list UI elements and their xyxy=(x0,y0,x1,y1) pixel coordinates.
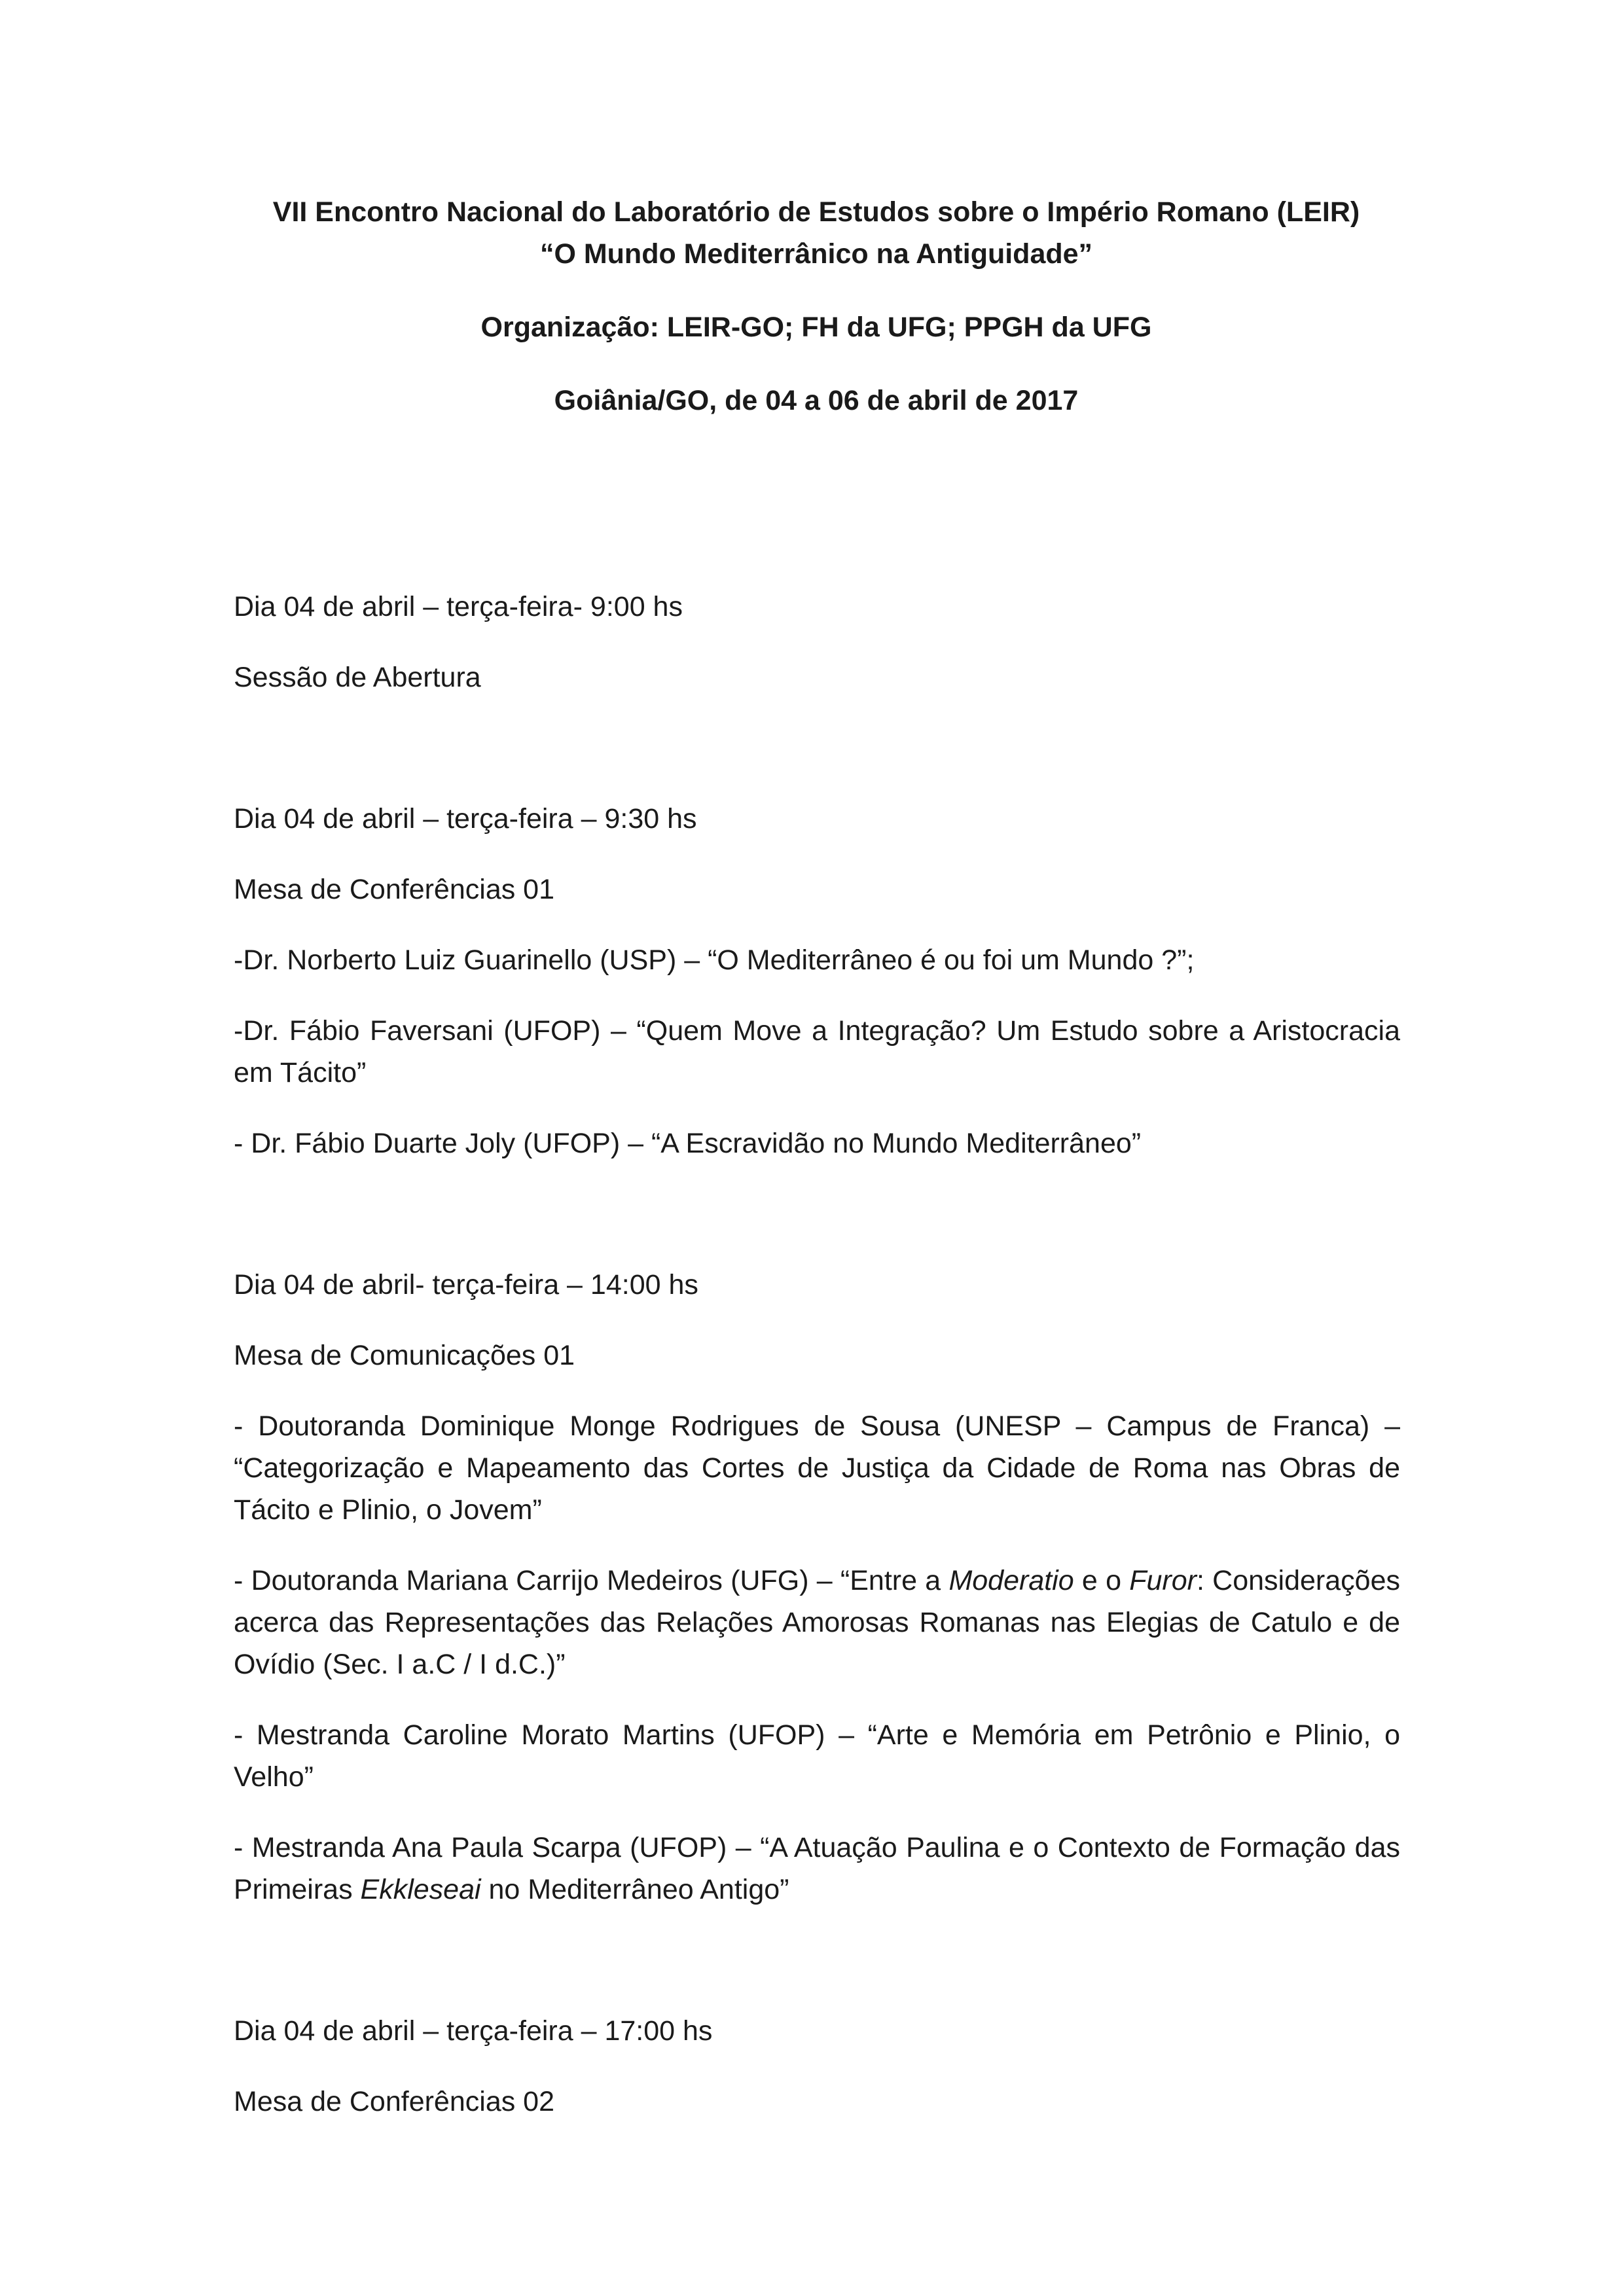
session-title: Mesa de Conferências 02 xyxy=(234,2086,555,2117)
document-header xyxy=(234,191,1399,422)
session-title: Mesa de Comunicações 01 xyxy=(234,1340,575,1371)
program-item: - Mestranda Caroline Morato Martins (UFOP) – “Arte e Memória em Petrônio e Plinio, o Velho” xyxy=(234,1719,1400,1793)
italic-term: Moderatio xyxy=(948,1565,1074,1596)
italic-term: Furor xyxy=(1129,1565,1197,1596)
program-item xyxy=(234,1560,1400,1685)
item-text: e o xyxy=(1074,1565,1130,1596)
session-time: Dia 04 de abril – terça-feira – 17:00 hs xyxy=(234,2015,713,2047)
item-text: no Mediterrâneo Antigo” xyxy=(480,1874,789,1905)
program-body xyxy=(234,586,1400,2151)
item-text: - Doutoranda Mariana Carrijo Medeiros (UFG) – “Entre a xyxy=(234,1565,949,1596)
session-title: Sessão de Abertura xyxy=(234,662,481,693)
event-title: VII Encontro Nacional do Laboratório de Estudos sobre o Império Romano (LEIR) xyxy=(272,196,1360,228)
event-organization: Organização: LEIR-GO; FH da UFG; PPGH da UFG xyxy=(480,312,1152,343)
session-title: Mesa de Conferências 01 xyxy=(234,874,555,905)
program-item xyxy=(234,1827,1400,1910)
program-item: -Dr. Norberto Luiz Guarinello (USP) – “O Mediterrâneo é ou foi um Mundo ?”; xyxy=(234,944,1195,976)
italic-term: Ekkleseai xyxy=(360,1874,481,1905)
session-time: Dia 04 de abril- terça-feira – 14:00 hs xyxy=(234,1269,698,1300)
item-text: : Considerações acerca das Representações das Relações Amorosas Romanas nas Elegias de Catulo e de Ovídio (Sec. I a.C / I d.C.)” xyxy=(234,1565,1400,1680)
event-theme: “O Mundo Mediterrânico na Antiguidade” xyxy=(539,238,1093,270)
item-text: - Mestranda Ana Paula Scarpa (UFOP) – “A Atuação Paulina e o Contexto de Formação das Primeiras xyxy=(234,1832,1400,1905)
program-item: -Dr. Fábio Faversani (UFOP) – “Quem Move a Integração? Um Estudo sobre a Aristocracia em Tácito” xyxy=(234,1015,1400,1088)
session-time: Dia 04 de abril – terça-feira – 9:30 hs xyxy=(234,803,697,834)
program-item: - Doutoranda Dominique Monge Rodrigues de Sousa (UNESP – Campus de Franca) – “Categorização e Mapeamento das Cortes de Justiça da Cidade de Roma nas Obras de Tácito e Plinio, o Jovem” xyxy=(234,1410,1400,1526)
event-place-date: Goiânia/GO, de 04 a 06 de abril de 2017 xyxy=(554,385,1079,416)
session-time: Dia 04 de abril – terça-feira- 9:00 hs xyxy=(234,591,683,622)
program-item: - Dr. Fábio Duarte Joly (UFOP) – “A Escravidão no Mundo Mediterrâneo” xyxy=(234,1128,1142,1159)
